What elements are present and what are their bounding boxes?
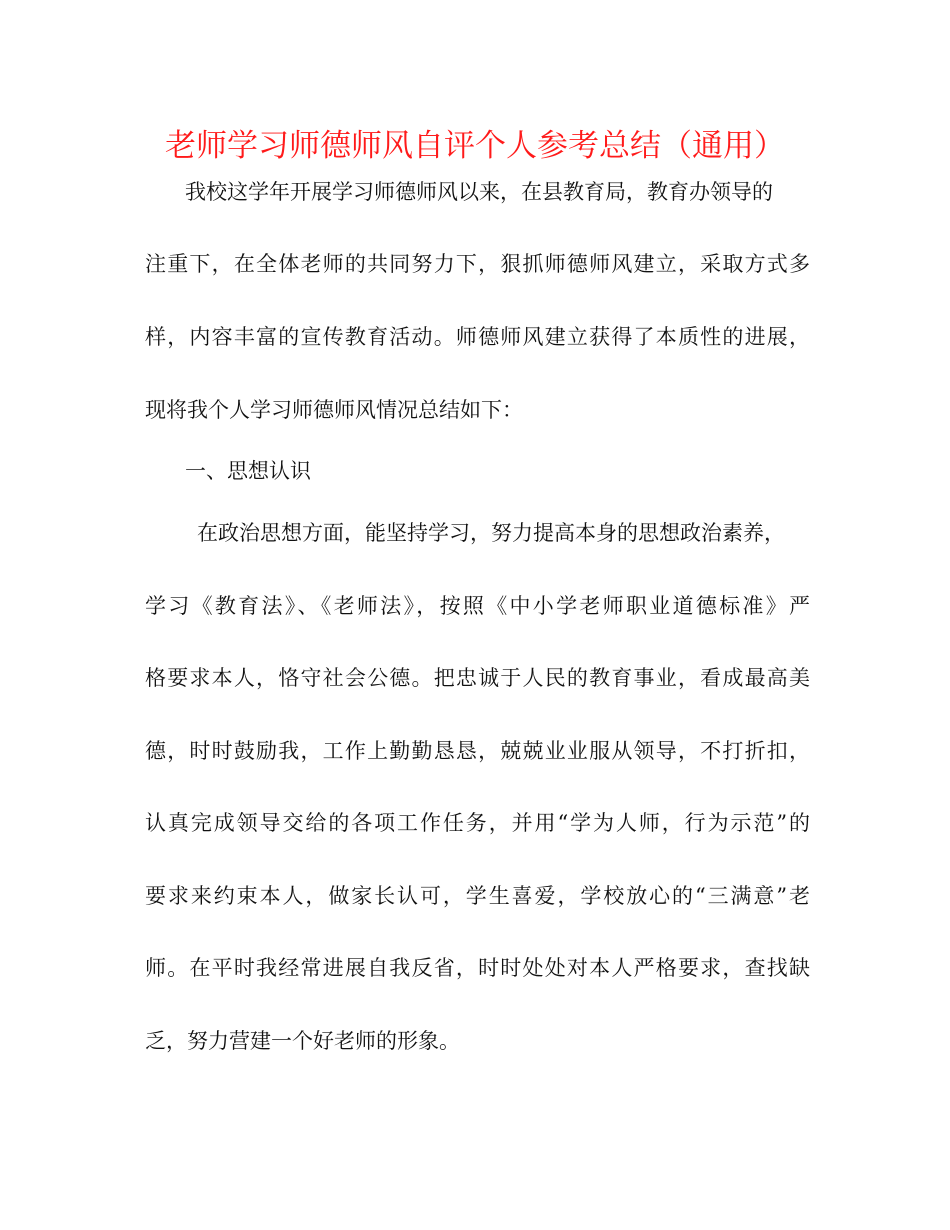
paragraph-line-8: 格要求本人，恪守社会公德。把忠诚于人民的教育事业，看成最高美 [145, 666, 810, 690]
paragraph-line-2: 注重下，在全体老师的共同努力下，狠抓师德师风建立，采取方式多 [145, 252, 810, 276]
paragraph-line-9: 德，时时鼓励我，工作上勤勤恳恳，兢兢业业服从领导，不打折扣， [145, 739, 810, 763]
paragraph-line-13: 乏，努力营建一个好老师的形象。 [145, 1029, 460, 1053]
paragraph-line-4: 现将我个人学习师德师风情况总结如下： [145, 398, 523, 422]
paragraph-line-10: 认真完成领导交给的各项工作任务，并用“学为人师，行为示范”的 [145, 811, 810, 835]
paragraph-line-11: 要求来约束本人，做家长认可，学生喜爱，学校放心的“三满意”老 [145, 884, 810, 908]
paragraph-line-6: 在政治思想方面，能坚持学习，努力提高本身的思想政治素养， [197, 521, 785, 545]
section-heading: 一、思想认识 [185, 459, 311, 483]
paragraph-line-7: 学习《教育法》、《老师法》，按照《中小学老师职业道德标准》严 [145, 594, 810, 618]
paragraph-line-12: 师。在平时我经常进展自我反省，时时处处对本人严格要求，查找缺 [145, 956, 810, 980]
paragraph-line-1: 我校这学年开展学习师德师风以来，在县教育局，教育办领导的 [185, 180, 773, 204]
document-title: 老师学习师德师风自评个人参考总结（通用） [165, 128, 785, 164]
paragraph-line-3: 样，内容丰富的宣传教育活动。师德师风建立获得了本质性的进展， [145, 325, 810, 349]
